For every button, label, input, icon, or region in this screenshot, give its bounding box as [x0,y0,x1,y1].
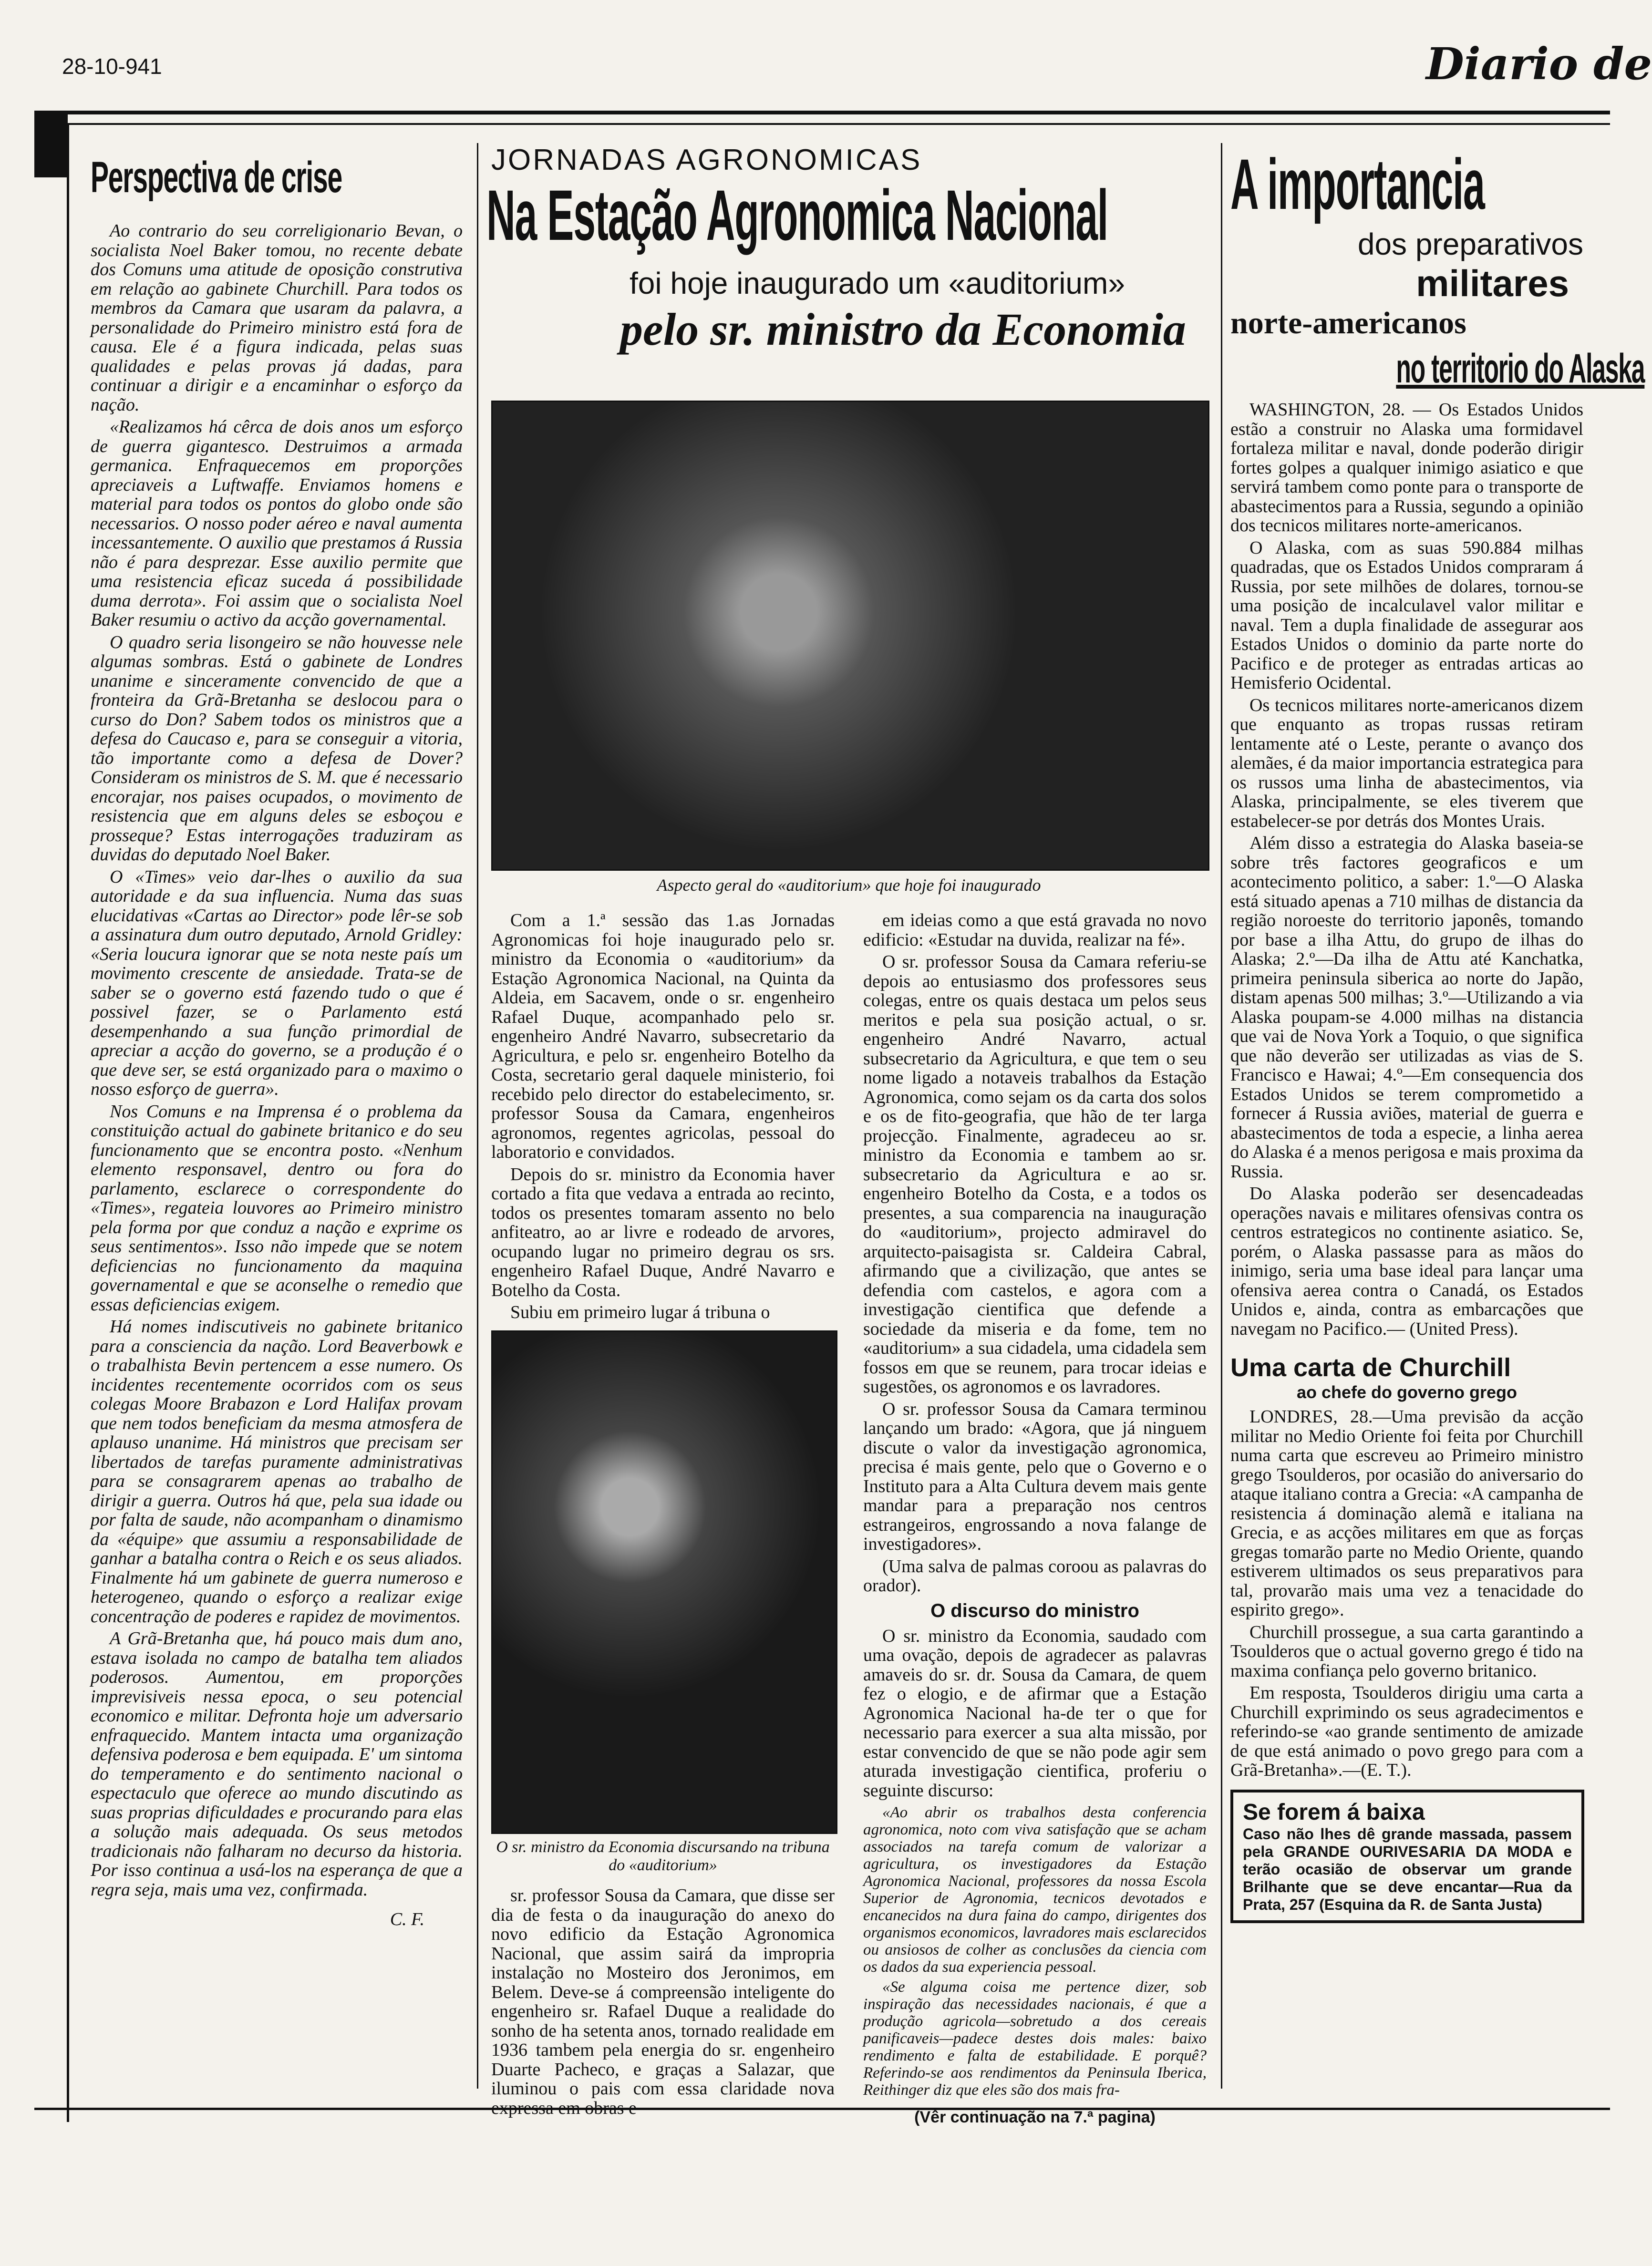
paragraph: Subiu em primeiro lugar á tribuna o [510,1302,770,1322]
paragraph: Além disso a estrategia do Alaska baseia-se sobre três factores geograficos e um acontecimento politico, a saber: 1.º—O Alaska está situado apenas a 710 milhas de distancia da região noroeste do territorio japonês, tomando por base a ilha Attu, do grupo de ilhas do Alaska; 2.º—Da ilha de Attu até Kanchatka, primeira peninsula siberica ao norte do Japão, distam apenas 500 milhas; 3.º—Utilizando a via Alaska poupam-se 4.000 milhas na distancia que vai de Nova York a Toquio, o que significa que não deverão ser utilizadas as vias de S. Francisco e Hawai; 4.º—Em consequencia dos Estados Unidos se terem comprometido a fornecer á Russia aviões, material de guerra e abastecimentos de toda a especie, a linha aerea do Alaska é a menos perigosa e mais proxima da Russia. [1230,833,1583,1182]
column-divider [477,143,478,2089]
churchill-body [1230,1407,1583,1780]
article-title: A importancia [1230,144,1485,224]
article-subtitle-bold: militares [1416,262,1569,304]
paragraph: Os tecnicos militares norte-americanos dizem que enquanto as tropas russas retiram lentamente até o Leste, perante o avanço dos alemães, é da maior importancia estrategica para os russos uma linha de abastecimentos, via Alaska, principalmente, se eles tiverem que estabelecer-se por detrás dos Montes Urais. [1230,695,1583,831]
paragraph: A Grã-Bretanha que, há pouco mais dum ano, estava isolada no campo de batalha tem aliados poderosos. Aumentou, em proporções imprevisiveis nessa epoca, o seu potencial economico e militar. Defronta hoje um adversario enfraquecido. Mantem intacta uma organização defensiva poderosa e bem equipada. E' um sintoma do temperamento e do sentimento nacional o espectaculo que oferece ao mundo discutindo as suas proprias dificuldades e procurando para elas a solução mais adequada. Os seus metodos tradicionais não falharam no decurso da historia. Por isso continua a usá-los na esperança de que a regra seja, mais uma vez, confirmada. [91,1628,463,1900]
article-subtitle-serif: norte-americanos [1230,306,1466,340]
article-title: Perspectiva de crise [91,153,342,202]
paragraph: «Realizamos há cêrca de dois anos um esforço de guerra gigantesco. Destruimos a armada germanica. Enfraquecemos em proporções apreciaveis a Luftwaffe. Enviamos homens e material para todos os pontos do globo onde são necessarios. O nosso poder aéreo e naval aumenta incessantemente. O auxilio que prestamos á Russia não é para desprezar. Esse auxilio permite que uma resistencia eficaz suceda á possibilidade duma derrota». Foi assim que o socialista Noel Baker resumiu o activo da acção governamental. [91,417,463,630]
article-perspectiva [91,153,463,1930]
paragraph: Há nomes indiscutiveis no gabinete britanico para a consciencia da nação. Lord Beaverbowk e o trabalhista Bevin pertencem a esse numero. Os incidentes recentemente ocorridos com os seus colegas Moore Brabazon e Lord Halifax provam que nem todos beneficiam da mesma atmosfera de aplauso unanime. Há ministros que precisam ser libertados de tarefas puramente administrativas para se consagrarem apenas ao trabalho de dirigir a guerra. Outros há que, pela sua idade ou por falta de saude, não acompanham o dinamismo da «équipe» que assumiu a responsabilidade de ganhar a batalha contra o Reich e os seus aliados. Finalmente há um gabinete de guerra numeroso e heterogeneo, quando o esforço a realizar exige concentração de poderes e rapidez de movimentos. [91,1317,463,1627]
churchill-subtitle: ao chefe do governo grego [1296,1382,1518,1402]
article-kicker: JORNADAS AGRONOMICAS [491,144,922,176]
article-title: Na Estação Agronomica Nacional [486,175,1108,255]
article-body [1230,400,1583,1339]
article-body-left [491,911,835,1325]
paragraph: Ao contrario do seu correligionario Bevan, o socialista Noel Baker tomou, no recente debate dos Comuns uma atitude de oposição construtiva em relação ao gabinete Churchill. Para todos os membros da Camara que usaram da palavra, a personalidade do Primeiro ministro está fora de causa. Ele é a figura indicada, pelas suas qualidades e pelas provas já dadas, para continuar a dirigir e a encaminhar o esforço da nação. [91,221,463,415]
article-subtitle: dos preparativos [1357,227,1583,261]
minister-photo [491,1330,837,1834]
section-subhead: O discurso do ministro [930,1600,1139,1621]
paragraph: O «Times» veio dar-lhes o auxilio da sua autoridade e da sua influencia. Numa das suas elucidativas «Cartas ao Director» pode lêr-se sob a assinatura dum outro deputado, Arnold Gridley: «Seria loucura ignorar que se nota neste país um movimento crescente de ansiedade. Trata-se de saber se o governo está fazendo tudo o que é possivel fazer, se o Parlamento está desempenhando a sua função primordial de apreciar a acção do governo, se a produção é o que deve ser, se está organizado para o maximo o nosso esforço de guerra». [91,866,463,1099]
masthead-rule-top [34,111,1610,114]
paragraph: O sr. professor Sousa da Camara referiu-se depois ao entusiasmo dos professores seus colegas, entre os quais destaca um pelos seus meritos e pela sua posição actual, o sr. engenheiro André Navarro, actual subsecretario da Agricultura, e que tem o seu nome ligado a notaveis trabalhos da Estação Agronomica, como sejam os da carta dos solos e os de fito-geografia, que hão de ter larga projecção. Finalmente, agradeceu ao sr. ministro da Economia e tambem ao sr. subsecretario da Agricultura e ao sr. engenheiro Botelho da Costa, e a todos os presentes, a sua comparencia na inauguração do «auditorium», projecto admiravel do arquitecto-paisagista sr. Caldeira Cabral, afirmando que a civilização, que antes se defendia com castelos, e agora com a investigação cientifica que defende a sociedade da miseria e da fome, tem no «auditorium» a sua cidadela, uma cidadela sem fossos em que se reunem, para trocar ideias e sugestões, os agronomos e os lavradores. [863,952,1207,1397]
auditorium-photo [491,401,1209,871]
article-body-right [863,911,1207,2127]
corner-block [34,111,68,177]
paragraph: O sr. ministro da Economia, saudado com uma ovação, depois de agradecer as palavras amaveis do sr. dr. Sousa da Camara, de quem fez o elogio, e de afirmar que a Estação Agronomica Nacional ha-de ter o que for necessario para exercer a sua alta missão, por estar convencido de que se não pode agir sem aturada investigação cientifica, proferiu o seguinte discurso: [863,1626,1207,1801]
paragraph: sr. professor Sousa da Camara, que disse ser dia de festa o da inauguração do anexo do novo edificio da Estação Agronomica Nacional, que assim sairá da impropria instalação no Mosteiro dos Jeronimos, em Belem. Deve-se á compreensão inteligente do engenheiro sr. Rafael Duque a realidade do sonho de ha setenta anos, tornado realidade em 1936 tambem pela energia do sr. engenheiro Duarte Pacheco, e graças a Salazar, que iluminou o pais com essa claridade nova expressa em obras e [491,1885,835,2118]
quote-paragraph: «Se alguma coisa me pertence dizer, sob inspiração das necessidades nacionais, é que a produção agricola—sobretudo a dos cereais panificaveis—padece destes dois males: baixo rendimento e falta de estabilidade. E porquê? Referindo-se aos rendimentos da Peninsula Iberica, Reithinger diz que eles são dos mais fra- [863,1978,1207,2099]
continuation-note: (Vêr continuação na 7.ª pagina) [914,2108,1156,2126]
paragraph: Depois do sr. ministro da Economia haver cortado a fita que vedava a entrada ao recinto, todos os presentes tomaram assento no belo anfiteatro, ao ar livre e rodeado de arvores, ocupando lugar no primeiro degrau os srs. engenheiro Rafael Duque, André Navarro e Botelho da Costa. [491,1164,835,1300]
discurso-quote [863,1804,1207,2099]
issue-date: 28-10-941 [62,54,162,79]
photo-caption: Aspecto geral do «auditorium» que hoje foi inaugurado [657,876,1041,895]
article-body [91,221,463,1899]
article-deck-italic: pelo sr. ministro da Economia [620,304,1186,355]
quote-paragraph: «Ao abrir os trabalhos desta conferencia agronomica, noto com viva satisfação que se acham associados na tarefa comum de valorizar a agricultura, os investigadores da Estação Agronomica Nacional, professores da nossa Escola Superior de Agronomia, tecnicos devotados e encanecidos na dura faina do campo, dirigentes dos organismos economicos, lavradores mais esclarecidos ou ansiosos de colher as conclusões da ciencia com os dados da sua experiencia pessoal. [863,1804,1207,1976]
paragraph: O quadro seria lisongeiro se não houvesse nele algumas sombras. Está o gabinete de Londres unanime e sinceramente convencido de que a fronteira da Grã-Bretanha se deslocou para o curso do Don? Sabem todos os ministros que a defesa do Caucaso e, para se conseguir a vitoria, tão importante como a defesa de Dover? Consideram os ministros de S. M. que é necessario encorajar, nos paises ocupados, o movimento de resistencia que em alguns deles se esboçou e prosseque? Estas interrogações traduziram as duvidas do deputado Noel Baker. [91,632,463,865]
paragraph: WASHINGTON, 28. — Os Estados Unidos estão a construir no Alaska uma formidavel fortaleza militar e naval, donde poderão dirigir fortes golpes a qualquer inimigo asiatico e que servirá tambem como ponte para o transporte de abastecimentos para a Russia, segundo a opinião dos tecnicos militares norte-americanos. [1230,400,1583,536]
photo-caption: O sr. ministro da Economia discursando na tribuna do «auditorium» [496,1838,830,1874]
paragraph: Churchill prossegue, a sua carta garantindo a Tsoulderos que o actual governo grego é tido na maxima confiança pelo governo britanico. [1230,1622,1583,1681]
masthead-rule-bottom [34,123,1610,125]
churchill-title: Uma carta de Churchill [1230,1353,1511,1382]
ad-text: Caso não lhes dê grande massada, passem pela GRANDE OURIVESARIA DA MODA e terão ocasião de observar um grande Brilhante que se deve encantar—Rua da Prata, 257 (Esquina da R. de Santa Justa) [1243,1825,1572,1913]
article-agronomica [486,143,1211,356]
article-body-left-bottom [491,1886,835,2121]
paragraph: (Uma salva de palmas coroou as palavras do orador). [863,1556,1207,1596]
ad-title: Se forem á baixa [1243,1799,1425,1825]
column-divider [67,124,69,2122]
discurso-body [863,1627,1207,1801]
paragraph: Nos Comuns e na Imprensa é o problema da constituição actual do gabinete britanico e do seu funcionamento que se encontra posto. «Nenhum elemento responsavel, dentro ou fora do parlamento, esclarece o correspondente do «Times», regateia louvores ao Primeiro ministro pela forma por que conduz a nação e exprime os seus sentimentos». Isso não impede que se notem deficiencias no funcionamento da maquina governamental e que se aconselhe o remedio que essas deficiencias exigem. [91,1101,463,1315]
paragraph: LONDRES, 28.—Uma previsão da acção militar no Medio Oriente foi feita por Churchill numa carta que escreveu ao Primeiro ministro grego Tsoulderos, por ocasião do aniversario do ataque italiano contra a Grecia: «A campanha de resistencia á dominação alemã e italiana na Grecia, e as acções militares em que as forças gregas tomarão parte no Medio Oriente, quando estiverem ultimados os seus preparativos para tal, provarão mais uma vez a tenacidade do espirito grego». [1230,1407,1583,1620]
paragraph: Com a 1.ª sessão das 1.as Jornadas Agronomicas foi hoje inaugurado pelo sr. ministro da Economia o «auditorium» da Estação Agronomica Nacional, na Quinta da Aldeia, em Sacavem, onde o sr. engenheiro Rafael Duque, acompanhado pelo sr. engenheiro André Navarro, subsecretario da Agricultura, e pelo sr. engenheiro Botelho da Costa, secretario geral daquele ministerio, foi recebido pelo director do estabelecimento, sr. professor Sousa da Camara, engenheiros agronomos, regentes agricolas, pessoal do laboratorio e convidados. [491,910,835,1162]
article-deck: foi hoje inaugurado um «auditorium» [630,266,1125,300]
paragraph: em ideias como a que está gravada no novo edificio: «Estudar na duvida, realizar na fé». [863,910,1207,950]
article-subtitle-cond: no territorio do Alaska [1396,346,1645,391]
article-subtitle-wrap [1230,345,1645,392]
column-divider [1221,143,1222,2089]
paragraph: O sr. professor Sousa da Camara terminou lançando um brado: «Agora, que já ninguem discute o valor da investigação agronomica, precisa é mais gente, pelo que o Governo e o Instituto para a Alta Cultura devem mais gente mandar para a preparação nos centros estrangeiros, engrossando a nova falange de investigadores». [863,1399,1207,1554]
article-alaska [1230,143,1645,1923]
article-body-right-text [863,911,1207,1596]
paragraph: Do Alaska poderão ser desencadeadas operações navais e militares ofensivas contra os centros estrategicos no continente asiatico. Se, porém, o Alaska passasse para as mãos do inimigo, seria uma base ideal para lançar uma ofensiva aerea contra o Canadá, os Estados Unidos e, ainda, contra as embarcações que navegam no Pacifico.— (United Press). [1230,1184,1583,1339]
paragraph: Em resposta, Tsoulderos dirigiu uma carta a Churchill exprimindo os seus agradecimentos e referindo-se «ao grande sentimento de amizade de que está animado o povo grego para com a Grã-Bretanha».—(E. T.). [1230,1683,1583,1780]
paragraph: O Alaska, com as suas 590.884 milhas quadradas, que os Estados Unidos compraram á Russia, por sete milhões de dolares, tornou-se uma posição de incalculavel valor militar e naval. Tem a dupla finalidade de assegurar aos Estados Unidos o dominio da parte norte do Pacifico e de proteger as entradas articas ao Hemisferio Ocidental. [1230,537,1583,693]
advertisement-box [1230,1790,1584,1923]
article-signature: C. F. [390,1909,424,1929]
newspaper-name: Diario de [1426,38,1652,90]
